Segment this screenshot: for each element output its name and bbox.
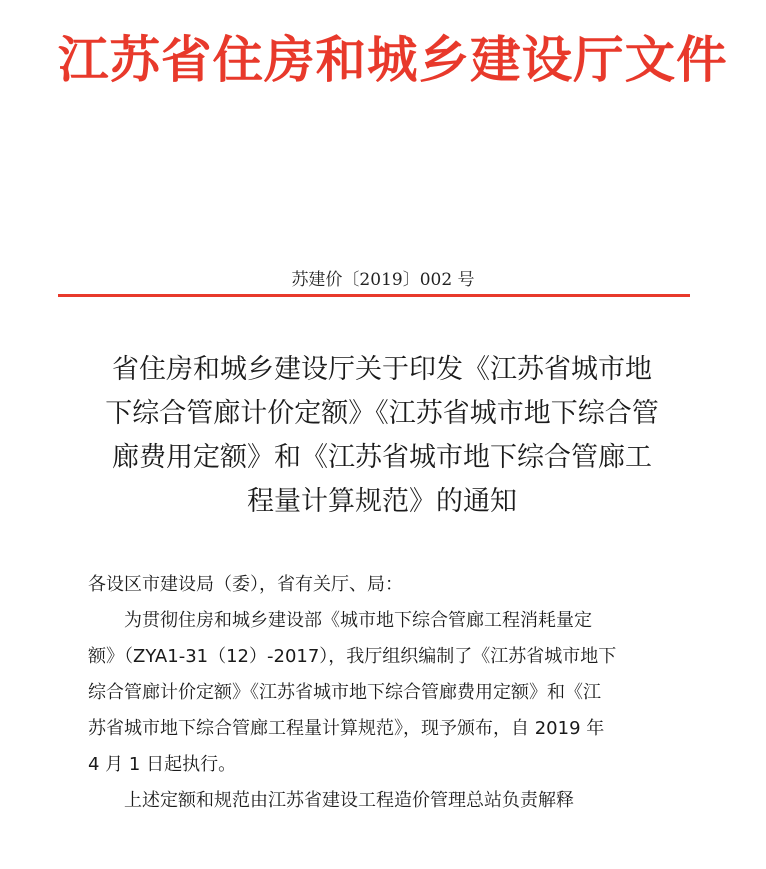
paragraph-line: 综合管廊计价定额》《江苏省城市地下综合管廊费用定额》和《江 xyxy=(88,682,601,703)
notice-title-line: 下综合管廊计价定额》《江苏省城市地下综合管 xyxy=(105,398,659,429)
paragraph-line: 额》（ZYA1-31（12）-2017），我厅组织编制了《江苏省城市地下 xyxy=(88,646,617,667)
notice-title-line: 省住房和城乡建设厅关于印发《江苏省城市地 xyxy=(112,354,652,385)
addressee: 各设区市建设局（委），省有关厅、局： xyxy=(88,574,403,595)
notice-title-line: 程量计算规范》的通知 xyxy=(247,486,517,517)
notice-title xyxy=(72,348,692,524)
document-header-title: 江苏省住房和城乡建设厅文件 xyxy=(58,31,728,89)
paragraph-line: 苏省城市地下综合管廊工程量计算规范》，现予颁布，自 2019 年 xyxy=(88,718,605,739)
paragraph-line: 上述定额和规范由江苏省建设工程造价管理总站负责解释 xyxy=(124,790,574,811)
paragraph-line: 为贯彻住房和城乡建设部《城市地下综合管廊工程消耗量定 xyxy=(124,610,592,631)
notice-body xyxy=(88,567,688,819)
notice-title-line: 廊费用定额》和《江苏省城市地下综合管廊工 xyxy=(112,442,652,473)
red-divider xyxy=(58,294,690,297)
document-number: 苏建价〔2019〕002 号 xyxy=(291,270,475,290)
paragraph-line: 4 月 1 日起执行。 xyxy=(88,754,237,775)
